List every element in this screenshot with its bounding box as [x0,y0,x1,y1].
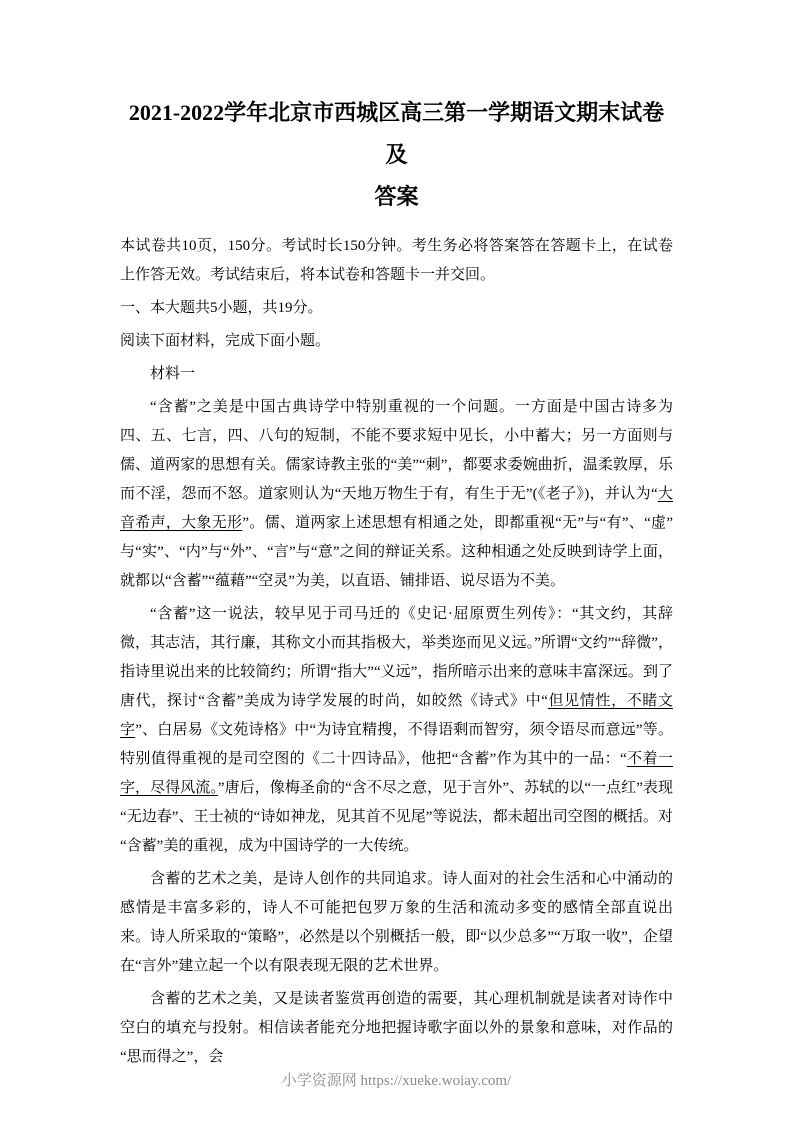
text-run: 含蓄的艺术之美，又是读者鉴赏再创造的需要，其心理机制就是读者对诗作中空白的填充与投射。相信读者能充分地把握诗歌字面以外的景象和意味，对作品的“思而得之”，会 [120,991,673,1065]
underlined-text: 不着一字，尽得风流。 [120,751,673,796]
text-run: 本试卷共10页，150分。考试时长150分钟。考生务必将答案答在答题卡上，在试卷上作答无效。考试结束后，将本试卷和答题卡一并交回。 [120,238,673,283]
text-run: “含蓄”之美是中国古典诗学中特别重视的一个问题。一方面是中国古诗多为四、五、七言，四、八句的短制，不能不要求短中见长，小中蓄大；另一方面则与儒、道两家的思想有关。儒家诗教主张的“美”“刺”，都要求委婉曲折，温柔敦厚，乐而不淫，怨而不怒。道家则认为“天地万物生于有，有生于无”(《老子》)，并认为“ [120,399,673,502]
paragraph [120,985,673,1072]
page-title-line-2: 答案 [374,184,419,209]
text-run: ”、白居易《文苑诗格》中“为诗宜精搜，不得语剩而智穷，须令语尽而意远”等。特别值得重视的是司空图的《二十四诗品》，他把“含蓄”作为其中的一品：“ [120,722,673,767]
text-run: 含蓄的艺术之美，是诗人创作的共同追求。诗人面对的社会生活和心中涌动的感情是丰富多彩的，诗人不可能把包罗万象的生活和流动多变的感情全部直说出来。诗人所采取的“策略”，必然是以个别概括一般，即“以少总多”“万取一收”，企望在“言外”建立起一个以有限表现无限的艺术世界。 [120,871,673,974]
paragraph [120,294,673,323]
document-body [120,232,673,1072]
text-run: 阅读下面材料，完成下面小题。 [120,333,331,349]
page-title [120,92,673,218]
paragraph [120,393,673,596]
text-run: “含蓄”这一说法，较早见于司马迁的《史记·屈原贾生列传》：“其文约，其辞微，其志洁，其行廉，其称文小而其指极大，举类迩而见义远。”所谓“文约”“辞微”，指诗里说出来的比较简约；所谓“指大”“义远”，指所暗示出来的意味丰富深远。到了唐代，探讨“含蓄”美成为诗学发展的时尚，如皎然《诗式》中“ [120,606,673,709]
paragraph [120,600,673,861]
paragraph [120,232,673,290]
paragraph [120,360,673,389]
footer-link[interactable]: 小学资源网 https://xueke.woiay.com/ [281,1073,512,1089]
text-run: 材料一 [150,366,196,382]
paragraph [120,327,673,356]
paragraph [120,865,673,981]
page-title-line-1: 2021-2022学年北京市西城区高三第一学期语文期末试卷及 [128,100,665,167]
text-run: ”唐后，像梅圣俞的“含不尽之意，见于言外”、苏轼的以“一点红”表现“无边春”、王士祯的“诗如神龙，见其首不见尾”等说法，都未超出司空图的概括。对“含蓄”美的重视，成为中国诗学的一大传统。 [120,780,673,854]
underlined-text: 大音希声，大象无形 [120,486,673,531]
underlined-text: 但见情性，不睹文字 [120,693,673,738]
text-run: 一、本大题共5小题，共19分。 [120,300,323,316]
footer [0,1069,793,1090]
text-run: ”。儒、道两家上述思想有相通之处，即都重视“无”与“有”、“虚”与“实”、“内”与“外”、“言”与“意”之间的辩证关系。这种相通之处反映到诗学上面，就都以“含蓄”“蕴藉”“空灵”为美，以直语、铺排语、说尽语为不美。 [120,515,673,589]
